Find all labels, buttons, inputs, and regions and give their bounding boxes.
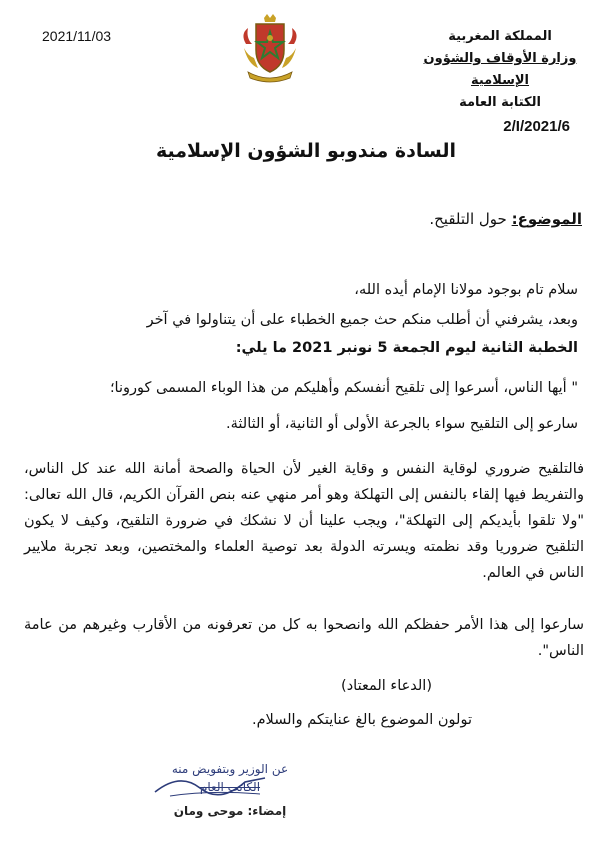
signature-title: الكاتب العام (199, 780, 261, 794)
intro-line-2: الخطبة الثانية ليوم الجمعة 5 نونبر 2021 ما يلي: (235, 340, 578, 356)
paragraph-3: سارعوا إلى هذا الأمر حفظكم الله وانصحوا به كل من تعرفونه من الأقارب وغيرهم من عامة الناس". (24, 617, 584, 659)
ministry-header (410, 26, 590, 114)
reference-number: 2/I/2021/6 (503, 118, 570, 135)
signature-delegation: عن الوزير وبتفويض منه (171, 762, 289, 776)
quote-line-2: سارعو إلى التلقيح سواء بالجرعة الأولى أو الثانية، أو الثالثة. (226, 416, 578, 432)
intro-line-1: وبعد، يشرفني أن أطلب منكم حث جميع الخطباء على أن يتناولوا في آخر (146, 312, 578, 328)
ministry-line-kingdom: المملكة المغربية (448, 29, 552, 44)
subject-text: حول التلقيح. (429, 210, 507, 228)
handwritten-signature-icon (150, 770, 270, 800)
ministry-line-secretariat: الكتابة العامة (459, 95, 541, 110)
paragraph-2: فالتلقيح ضروري لوقاية النفس و وقاية الغير لأن الحياة والصحة أمانة الله عند كل الناس، والتفريط فيها إلقاء بالنفس إلى التهلكة وهو أمر منهي عنه بنص القرآن الكريم، قال الله تعالى: "ولا تلقوا بأيديكم إلى التهلكة"، ويجب علينا أن لا نشكك في ضرورة التلقيح، وكيف لا يكون التلقيح ضروريا وقد نظمته ويسرته الدولة بعد توصية العلماء والمختصين، وبعد تجربة ملايير الناس في العالم. (24, 461, 584, 581)
closing-line: تولون الموضوع بالغ عنايتكم والسلام. (251, 712, 472, 728)
prayer-note: (الدعاء المعتاد) (341, 678, 432, 694)
royal-emblem-icon (238, 14, 302, 84)
quote-line-1: " أيها الناس، أسرعوا إلى تلقيح أنفسكم وأهليكم من هذا الوباء المسمى كورونا؛ (109, 380, 578, 396)
greeting: سلام تام بوجود مولانا الإمام أيده الله، (354, 282, 578, 298)
subject-label: الموضوع: (511, 210, 582, 228)
signature-name: إمضاء: موحى ومان (173, 804, 287, 818)
letter-title: السادة مندوبو الشؤون الإسلامية (155, 140, 456, 162)
letter-subject (429, 210, 582, 228)
letter-date: 2021/11/03 (42, 28, 112, 44)
ministry-line-name: وزارة الأوقاف والشؤون الإسلامية (423, 51, 577, 88)
